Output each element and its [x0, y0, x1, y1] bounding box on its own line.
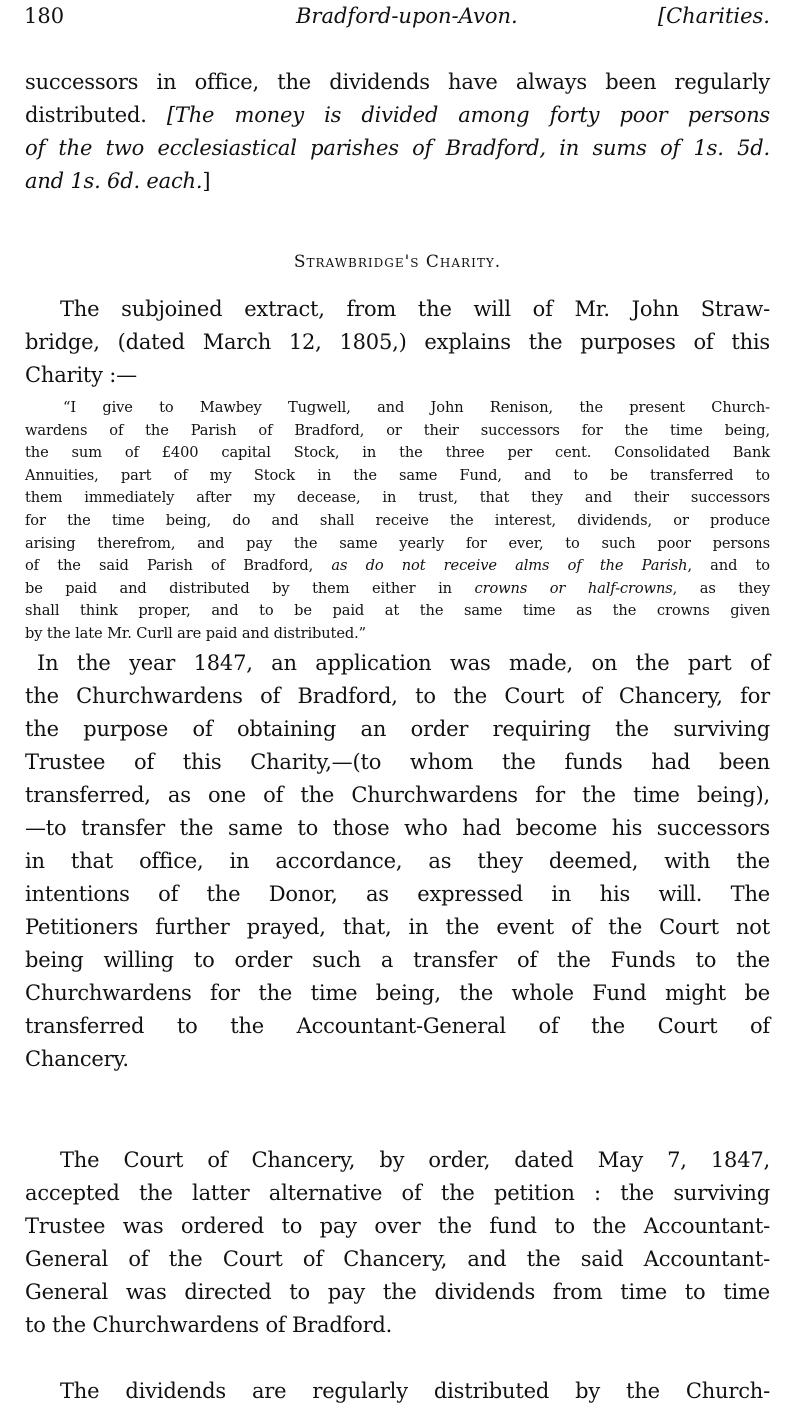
paragraph	[25, 293, 770, 392]
text-run: to the Churchwardens of Bradford.	[25, 1313, 393, 1337]
text-run: the Churchwardens of Bradford, to the Court of Chancery, for	[25, 684, 770, 708]
text-line	[25, 1043, 770, 1076]
text-run: Annuities, part of my Stock in the same Fund, and to be transferred to	[25, 466, 770, 484]
italic-text: as do not receive alms of the Parish	[331, 557, 688, 575]
italic-text: [The money is divided among forty poor persons	[166, 103, 770, 127]
text-line	[25, 647, 770, 680]
text-run: accepted the latter alternative of the petition : the surviving	[25, 1181, 770, 1205]
text-run: of the said Parish of Bradford,	[25, 557, 332, 575]
text-line	[25, 555, 770, 578]
text-run: Trustee was ordered to pay over the fund to the Accountant-	[25, 1214, 770, 1238]
section-label: [Charities.	[657, 4, 770, 28]
text-line	[25, 845, 770, 878]
text-line	[25, 812, 770, 845]
text-run: General was directed to pay the dividends from time to time	[25, 1280, 770, 1304]
italic-text: and 1s. 6d. each.	[25, 169, 203, 193]
text-run: transferred to the Accountant-General of the Court of	[25, 1014, 770, 1038]
text-run: Charity :—	[25, 363, 137, 387]
text-line	[25, 165, 770, 198]
will-extract-quote	[25, 397, 770, 646]
text-run: for the time being, do and shall receive the interest, dividends, or produce	[25, 511, 770, 529]
text-run: in that office, in accordance, as they deemed, with the	[25, 849, 770, 873]
text-line	[25, 944, 770, 977]
text-line	[25, 442, 770, 465]
text-run: ]	[202, 169, 211, 193]
text-line	[25, 533, 770, 556]
text-run: the sum of £400 capital Stock, in the three per cent. Consolidated Bank	[25, 444, 770, 462]
text-line	[25, 779, 770, 812]
text-line	[25, 1010, 770, 1043]
text-line	[25, 359, 770, 392]
italic-text: crowns or half-crowns	[474, 579, 673, 597]
text-line	[25, 1177, 770, 1210]
text-line	[25, 1243, 770, 1276]
text-line	[25, 487, 770, 510]
running-title: Bradford-upon-Avon.	[296, 4, 518, 28]
text-line	[25, 293, 770, 326]
text-run: bridge, (dated March 12, 1805,) explains the purposes of this	[25, 330, 770, 354]
text-run: General of the Court of Chancery, and the said Accountant-	[25, 1247, 770, 1271]
text-run: distributed.	[25, 103, 167, 127]
running-header	[24, 4, 770, 34]
text-line	[25, 623, 770, 646]
text-line	[25, 420, 770, 443]
text-run: them immediately after my decease, in trust, that they and their successors	[25, 489, 770, 507]
text-line	[25, 66, 770, 99]
text-line	[25, 713, 770, 746]
paragraph	[25, 66, 770, 198]
text-line	[25, 397, 770, 420]
text-line	[25, 1210, 770, 1243]
text-run: wardens of the Parish of Bradford, or their successors for the time being,	[25, 421, 770, 439]
text-line	[25, 132, 770, 165]
text-run: intentions of the Donor, as expressed in his will. The	[25, 882, 770, 906]
text-run: by the late Mr. Curll are paid and distributed.”	[25, 624, 366, 642]
text-line	[25, 99, 770, 132]
text-run: Churchwardens for the time being, the whole Fund might be	[25, 981, 770, 1005]
text-run: be paid and distributed by them either in	[25, 579, 475, 597]
text-run: arising therefrom, and pay the same yearly for ever, to such poor persons	[25, 534, 770, 552]
text-line	[25, 600, 770, 623]
text-run: —to transfer the same to those who had become his successors	[25, 816, 770, 840]
text-run: Petitioners further prayed, that, in the event of the Court not	[25, 915, 770, 939]
text-line	[25, 326, 770, 359]
text-line	[25, 510, 770, 533]
text-run: transferred, as one of the Churchwardens for the time being),	[25, 783, 770, 807]
italic-text: of the two ecclesiastical parishes of Bradford, in sums of 1s. 5d.	[25, 136, 770, 160]
text-run: In the year 1847, an application was made, on the part of	[37, 651, 770, 675]
text-run: The dividends are regularly distributed by the Church-	[60, 1379, 770, 1403]
text-run: being willing to order such a transfer of the Funds to the	[25, 948, 770, 972]
paragraph	[25, 1144, 770, 1342]
text-run: “I give to Mawbey Tugwell, and John Renison, the present Church-	[63, 399, 770, 416]
text-line	[25, 680, 770, 713]
text-run: Trustee of this Charity,—(to whom the funds had been	[25, 750, 770, 774]
text-run: Chancery.	[25, 1047, 129, 1071]
text-run: , as they	[672, 579, 770, 597]
text-line	[25, 878, 770, 911]
text-line	[25, 578, 770, 601]
text-line	[25, 1276, 770, 1309]
text-run: shall think proper, and to be paid at the same time as the crowns given	[25, 602, 770, 620]
text-line	[25, 977, 770, 1010]
text-line	[25, 911, 770, 944]
section-heading: Strawbridge's Charity.	[293, 252, 502, 272]
text-line	[25, 465, 770, 488]
text-run: successors in office, the dividends have always been regularly	[25, 70, 770, 94]
page-number: 180	[24, 4, 65, 28]
paragraph	[25, 647, 770, 1076]
text-line	[25, 1144, 770, 1177]
text-line	[25, 1375, 770, 1408]
text-run: The subjoined extract, from the will of Mr. John Straw-	[60, 297, 770, 321]
text-line	[25, 746, 770, 779]
text-run: , and to	[687, 557, 770, 575]
paragraph	[25, 1375, 770, 1408]
text-run: the purpose of obtaining an order requiring the surviving	[25, 717, 770, 741]
text-line	[25, 1309, 770, 1342]
text-run: The Court of Chancery, by order, dated May 7, 1847,	[60, 1148, 770, 1172]
